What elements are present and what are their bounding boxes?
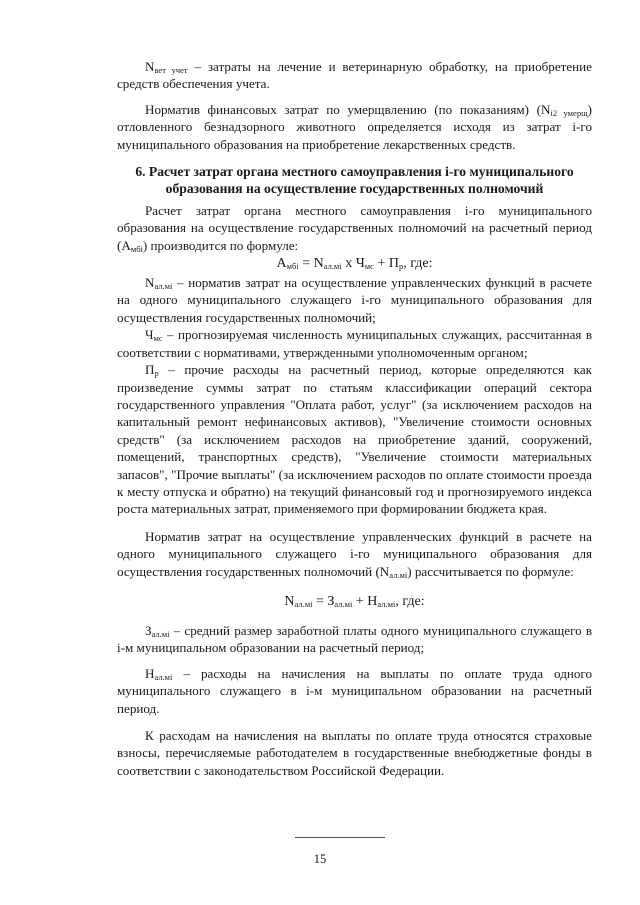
definition-staff-count: $Ч_{мс}$ – прогнозируемая численность муниципальных служащих, рассчитанная в соответствии с нормативами, утвержденными уполномоченным органом;	[117, 327, 592, 360]
paragraph-vet-costs: $N_{вет учет}$ – затраты на лечение и ветеринарную обработку, на приобретение средств обеспечения учета.	[117, 59, 592, 92]
footer-divider	[295, 837, 385, 838]
paragraph-insurance-contributions: К расходам на начисления на выплаты по оплате труда относятся страховые взносы, перечисляемые работодателем в государственные внебюджетные фонды в соответствии с законодательством Российской Федерации.	[117, 728, 592, 778]
paragraph-euthanasia-norm: Норматив финансовых затрат по умерщвлению (по показаниям) $(N_{i2 умерщ})$ отловленного безнадзорного животного определяется исходя из затрат i-го муниципального образования на приобретение лекарственных средств.	[117, 101, 592, 152]
formula-norm: $N_{ал.мi} = З_{ал.мi} + Н_{ал.мi}$, где:	[284, 593, 425, 609]
definition-other-expenses: $П_р$ – прочие расходы на расчетный период, которые определяются как произведение суммы затрат по статьям классификации операций сектора государственного управления "Оплата работ, услуг" (за исключением расходов на капитальный ремонт нефинансовых активов), "Увеличение стоимости основных средств" (за исключением расходов на приобретение зданий, сооружений, помещений, транспортных средств), "Увеличение стоимости материальных запасов", "Прочие выплаты" (за исключением расходов по оплате стоимости проезда к месту отпуска и обратно) на текущий финансовый год и прогнозируемого индекса роста материальных затрат, применяемого при формировании бюджета края.	[117, 362, 592, 517]
definition-average-salary: $З_{ал.мi}$ – средний размер заработной платы одного муниципального служащего в i-м муниципальном образовании на расчетный период;	[117, 622, 592, 656]
definition-payroll-charges: $Н_{ал.мi}$ – расходы на начисления на выплаты по оплате труда одного муниципального служащего в i-м муниципальном образовании на расчетный период.	[117, 665, 592, 716]
paragraph-norm-formula-intro: Норматив затрат на осуществление управленческих функций в расчете на одного муниципального служащего i-го муниципального образования для осуществления государственных полномочий $(N_{ал.мi})$ рассчитывается по формуле:	[117, 528, 592, 580]
paragraph-calc-intro: Расчет затрат органа местного самоуправления i-го муниципального образования на осуществление государственных полномочий на расчетный период $(A_{мбi})$ производится по формуле:	[117, 202, 592, 254]
formula-total-costs: $A_{мбi} = N_{ал.мi}$ x $Ч_{мс} + П_р$, где:	[276, 256, 433, 272]
definition-norm-costs: $N_{ал.мi}$ – норматив затрат на осуществление управленческих функций в расчете на одного муниципального служащего i-го муниципального образования для осуществления государственных полномочий;	[117, 275, 592, 325]
section-heading: 6. Расчет затрат органа местного самоуправления i-го муниципального образования на осуществление государственных полномочий	[135, 164, 574, 197]
page-number: 15	[313, 852, 327, 866]
